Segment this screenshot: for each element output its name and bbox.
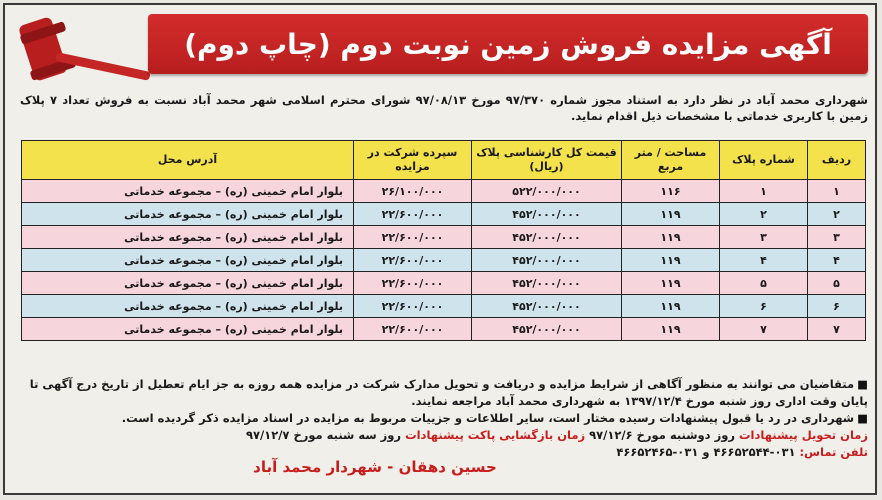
cell-price: ۴۵۲/۰۰۰/۰۰۰ bbox=[472, 249, 622, 272]
cell-row: ۱ bbox=[808, 180, 866, 203]
intro-paragraph: شهرداری محمد آباد در نظر دارد به استناد مجوز شماره ۹۷/۳۷۰ مورخ ۹۷/۰۸/۱۳ شورای محترم اسلامی شهر محمد آباد نسبت به فروش تعداد ۷ پلاک زمین با کاربری خدماتی با مشخصات ذیل اقدام نماید. bbox=[20, 93, 868, 123]
table-row bbox=[22, 249, 866, 272]
cell-area: ۱۱۹ bbox=[622, 295, 720, 318]
cell-area: ۱۱۹ bbox=[622, 318, 720, 341]
title-banner bbox=[148, 14, 868, 74]
header-row-number: ردیف bbox=[808, 141, 866, 180]
cell-row: ۴ bbox=[808, 249, 866, 272]
cell-address: بلوار امام خمینی (ره) – مجموعه خدماتی bbox=[22, 272, 354, 295]
header-plot-number: شماره پلاک bbox=[720, 141, 808, 180]
cell-address: بلوار امام خمینی (ره) – مجموعه خدماتی bbox=[22, 249, 354, 272]
header-area: مساحت / متر مربع bbox=[622, 141, 720, 180]
cell-price: ۴۵۲/۰۰۰/۰۰۰ bbox=[472, 272, 622, 295]
phone-label: تلفن تماس: bbox=[799, 445, 868, 459]
schedule-line bbox=[18, 427, 868, 444]
cell-row: ۷ bbox=[808, 318, 866, 341]
notes-section bbox=[18, 376, 868, 461]
cell-plot: ۴ bbox=[720, 249, 808, 272]
delivery-label: زمان تحویل پیشنهادات bbox=[739, 428, 868, 442]
header-price: قیمت کل کارشناسی پلاک (ریال) bbox=[472, 141, 622, 180]
cell-deposit: ۲۲/۶۰۰/۰۰۰ bbox=[354, 203, 472, 226]
notice-title: آگهی مزایده فروش زمین نوبت دوم (چاپ دوم) bbox=[184, 27, 832, 61]
note-1: متقاضیان می توانند به منظور آگاهی از شرایط مزایده و دریافت و تحویل مدارک شرکت در مزایده همه روزه به جز ایام تعطیل از تاریخ درج آگهی تا پایان وقت اداری روز شنبه مورخ ۱۳۹۷/۱۲/۴ به شهرداری محمد آباد مراجعه نمایند. bbox=[29, 377, 868, 408]
header-address: آدرس محل bbox=[22, 141, 354, 180]
cell-address: بلوار امام خمینی (ره) – مجموعه خدماتی bbox=[22, 318, 354, 341]
cell-plot: ۲ bbox=[720, 203, 808, 226]
cell-deposit: ۲۲/۶۰۰/۰۰۰ bbox=[354, 295, 472, 318]
cell-plot: ۱ bbox=[720, 180, 808, 203]
cell-row: ۲ bbox=[808, 203, 866, 226]
cell-price: ۴۵۲/۰۰۰/۰۰۰ bbox=[472, 318, 622, 341]
cell-plot: ۵ bbox=[720, 272, 808, 295]
cell-plot: ۷ bbox=[720, 318, 808, 341]
table-row bbox=[22, 203, 866, 226]
cell-address: بلوار امام خمینی (ره) – مجموعه خدماتی bbox=[22, 295, 354, 318]
bullet-icon: ■ bbox=[857, 377, 868, 391]
cell-deposit: ۲۶/۱۰۰/۰۰۰ bbox=[354, 180, 472, 203]
note-paragraph bbox=[18, 410, 868, 427]
cell-deposit: ۲۲/۶۰۰/۰۰۰ bbox=[354, 272, 472, 295]
header-deposit: سپرده شرکت در مزایده bbox=[354, 141, 472, 180]
cell-address: بلوار امام خمینی (ره) – مجموعه خدماتی bbox=[22, 226, 354, 249]
table-row bbox=[22, 295, 866, 318]
cell-row: ۳ bbox=[808, 226, 866, 249]
cell-price: ۴۵۲/۰۰۰/۰۰۰ bbox=[472, 226, 622, 249]
table-header-row bbox=[22, 141, 866, 180]
cell-plot: ۳ bbox=[720, 226, 808, 249]
plots-table bbox=[21, 140, 866, 341]
note-paragraph bbox=[18, 376, 868, 410]
cell-deposit: ۲۲/۶۰۰/۰۰۰ bbox=[354, 226, 472, 249]
table-row bbox=[22, 272, 866, 295]
cell-address: بلوار امام خمینی (ره) – مجموعه خدماتی bbox=[22, 180, 354, 203]
cell-row: ۶ bbox=[808, 295, 866, 318]
gavel-icon bbox=[6, 8, 156, 98]
cell-area: ۱۱۹ bbox=[622, 272, 720, 295]
note-2: شهرداری در رد یا قبول پیشنهادات رسیده مختار است، سایر اطلاعات و جزییات مربوط به مزایده در اسناد مزایده ذکر گردیده است. bbox=[121, 411, 855, 425]
table-row bbox=[22, 180, 866, 203]
cell-deposit: ۲۲/۶۰۰/۰۰۰ bbox=[354, 318, 472, 341]
opening-text: روز سه شنبه مورخ ۹۷/۱۲/۷ bbox=[245, 428, 402, 442]
cell-deposit: ۲۲/۶۰۰/۰۰۰ bbox=[354, 249, 472, 272]
signature: حسین دهقان - شهردار محمد آباد bbox=[253, 458, 497, 476]
cell-area: ۱۱۹ bbox=[622, 226, 720, 249]
cell-price: ۴۵۲/۰۰۰/۰۰۰ bbox=[472, 203, 622, 226]
opening-label: زمان بازگشایی پاکت پیشنهادات bbox=[405, 428, 586, 442]
cell-price: ۵۲۲/۰۰۰/۰۰۰ bbox=[472, 180, 622, 203]
phone-text: ۰۳۱-۴۶۶۵۲۵۴۴ و ۰۳۱-۴۶۶۵۲۴۶۵ bbox=[616, 445, 796, 459]
table-row bbox=[22, 226, 866, 249]
cell-area: ۱۱۹ bbox=[622, 249, 720, 272]
table-row bbox=[22, 318, 866, 341]
delivery-text: روز دوشنبه مورخ ۹۷/۱۲/۶ bbox=[589, 428, 735, 442]
cell-price: ۴۵۲/۰۰۰/۰۰۰ bbox=[472, 295, 622, 318]
cell-plot: ۶ bbox=[720, 295, 808, 318]
bullet-icon: ■ bbox=[857, 411, 868, 425]
cell-area: ۱۱۶ bbox=[622, 180, 720, 203]
cell-area: ۱۱۹ bbox=[622, 203, 720, 226]
cell-address: بلوار امام خمینی (ره) – مجموعه خدماتی bbox=[22, 203, 354, 226]
cell-row: ۵ bbox=[808, 272, 866, 295]
